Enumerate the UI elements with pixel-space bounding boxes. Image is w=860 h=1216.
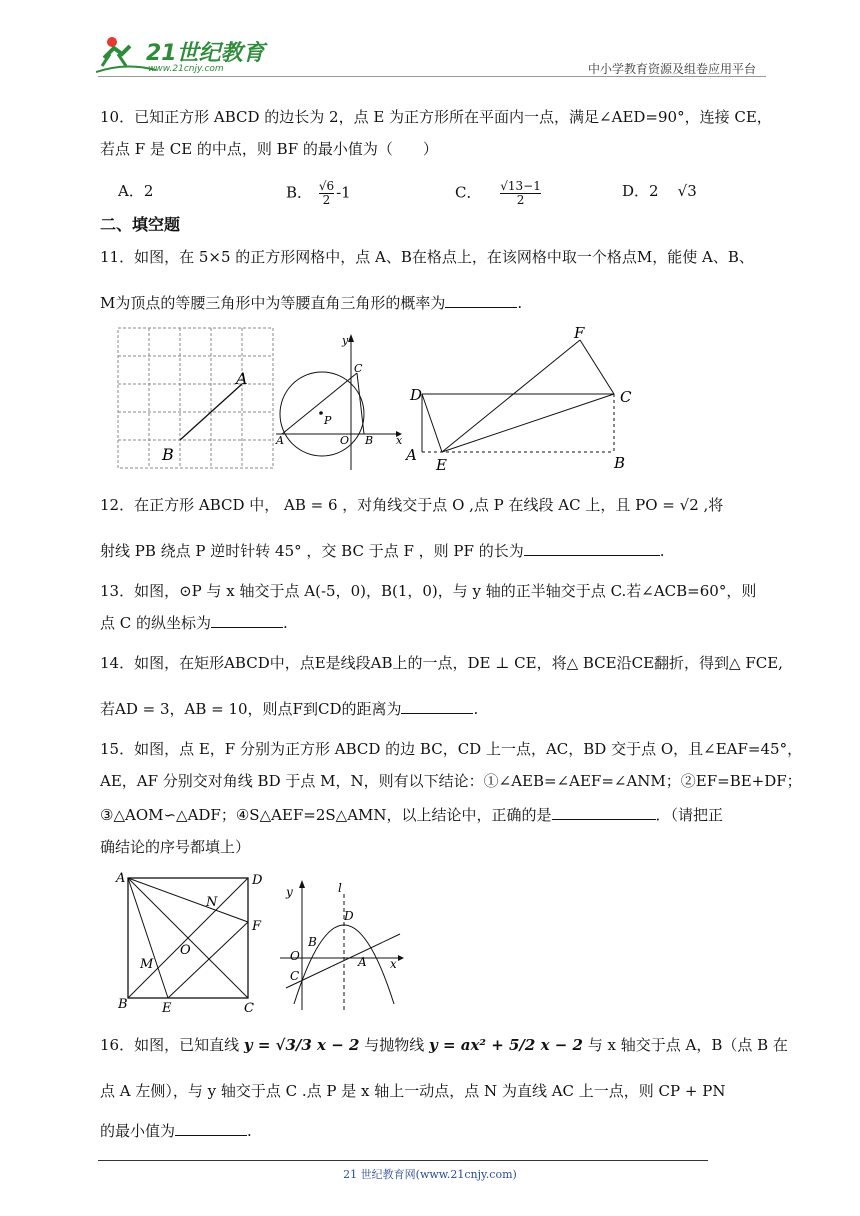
circle-label-o: O [340, 434, 350, 447]
q11-line2: M为顶点的等腰三角形中为等腰直角三角形的概率为 . [100, 294, 523, 312]
footer-divider [98, 1160, 708, 1161]
q16-line1: 16．如图，已知直线 y = √3/3 x − 2 与抛物线 y = ax² + 5/2 x − 2 与 x 轴交于点 A，B（点 B 在 [100, 1036, 788, 1054]
figure-grid [110, 320, 280, 470]
parabola-label-y: y [286, 885, 293, 899]
square-label-c: C [244, 1001, 254, 1016]
square-label-o: O [180, 943, 191, 958]
square-label-a: A [116, 871, 126, 886]
rect-label-b: B [614, 454, 626, 472]
square-label-n: N [206, 895, 218, 910]
rect-label-c: C [620, 388, 632, 406]
figure-square [112, 866, 268, 1016]
parabola-label-d: D [344, 909, 354, 923]
q15-line1: 15．如图，点 E，F 分别为正方形 ABCD 的边 BC，CD 上一点，AC，BD 交于点 O，且∠EAF=45°， [100, 740, 803, 758]
square-label-e: E [162, 1001, 172, 1016]
rect-label-f: F [574, 324, 585, 342]
figure-circle [272, 330, 408, 472]
q12-answer-blank[interactable] [524, 541, 660, 556]
logo-url: www.21cnjy.com [148, 64, 224, 74]
section-title: 二、填空题 [100, 215, 181, 234]
site-logo [96, 32, 266, 78]
q16-equation-line: y = √3/3 x − 2 [243, 1036, 360, 1054]
q15-line3: ③△AOM∽△ADF；④S△AEF=2S△AMN，以上结论中，正确的是 ．（请把正 [100, 806, 724, 824]
rect-label-d: D [410, 386, 423, 404]
footer-text: 21 世纪教育网(www.21cnjy.com) [343, 1168, 517, 1181]
q12-line1: 12．在正方形 ABCD 中， AB = 6 ，对角线交于点 O ,点 P 在线段 AC 上，且 PO = √2 ,将 [100, 496, 724, 514]
q10-option-a: A．2 [118, 182, 154, 200]
logo-text: 21世纪教育 [146, 41, 265, 66]
parabola-label-c: C [290, 969, 300, 983]
grid-label-b: B [162, 445, 174, 464]
q13-answer-blank[interactable] [211, 613, 283, 628]
figure-parabola [272, 876, 408, 1016]
circle-label-p: P [324, 414, 332, 427]
parabola-label-o: O [290, 949, 300, 963]
q10-line1: 10．已知正方形 ABCD 的边长为 2，点 E 为正方形所在平面内一点，满足∠AED=90°，连接 CE， [100, 108, 772, 126]
rect-label-a: A [406, 446, 417, 464]
q10-b-numerator: √6 [318, 179, 335, 193]
rect-label-e: E [436, 456, 447, 472]
grid-label-a: A [236, 369, 248, 388]
header-divider [98, 76, 766, 77]
q10-b-denominator: 2 [322, 193, 331, 207]
q15-line4: 确结论的序号都填上） [100, 838, 251, 856]
circle-label-x: x [396, 434, 403, 447]
q10-c-numerator: √13−1 [500, 179, 541, 193]
square-label-m: M [140, 957, 154, 972]
q10-line2: 若点 F 是 CE 的中点，则 BF 的最小值为（ ） [100, 140, 438, 158]
q10-option-d: D．2 √3 [622, 182, 697, 200]
q16-answer-blank[interactable] [175, 1121, 247, 1136]
parabola-label-b: B [308, 935, 317, 949]
parabola-label-x: x [390, 957, 397, 971]
q10-c-denominator: 2 [516, 193, 525, 207]
circle-label-b: B [365, 434, 374, 447]
figure-rectangle [402, 322, 642, 472]
q13-line1: 13．如图，⊙P 与 x 轴交于点 A(-5，0)，B(1，0)，与 y 轴的正半轴交于点 C.若∠ACB=60°，则 [100, 582, 757, 600]
parabola-label-a: A [358, 955, 367, 969]
square-label-f: F [252, 919, 262, 934]
square-label-d: D [252, 873, 263, 888]
q13-line2: 点 C 的纵坐标为 . [100, 614, 288, 632]
q11-line1: 11．如图，在 5×5 的正方形网格中，点 A、B在格点上，在该网格中取一个格点M，能使 A、B、 [100, 248, 754, 266]
circle-label-y: y [342, 334, 349, 347]
q10-option-b: B． $\frac{√6}{2}$ -1 [286, 179, 351, 207]
q14-line2: 若AD = 3，AB = 10，则点F到CD的距离为 . [100, 700, 479, 718]
q14-answer-blank[interactable] [401, 699, 473, 714]
q15-answer-blank[interactable] [552, 805, 656, 820]
circle-label-c: C [354, 362, 363, 375]
q12-line2: 射线 PB 绕点 P 逆时针转 45° ，交 BC 于点 F ，则 PF 的长为 . [100, 542, 665, 560]
q10-option-c: C． $\frac{√13-1}{2}$ [455, 179, 541, 207]
circle-label-a: A [276, 434, 284, 447]
square-label-b: B [118, 997, 128, 1012]
q11-answer-blank[interactable] [445, 293, 517, 308]
platform-name: 中小学教育资源及组卷应用平台 [587, 62, 756, 76]
parabola-label-l: l [338, 881, 342, 895]
q16-line3: 的最小值为 . [100, 1122, 252, 1140]
q16-line2: 点 A 左侧），与 y 轴交于点 C .点 P 是 x 轴上一动点，点 N 为直线 AC 上一点，则 CP + PN [100, 1082, 726, 1100]
q14-line1: 14．如图，在矩形ABCD中，点E是线段AB上的一点，DE ⊥ CE，将△ BCE沿CE翻折，得到△ FCE, [100, 654, 783, 672]
q16-equation-parabola: y = ax² + 5/2 x − 2 [429, 1036, 583, 1054]
q15-line2: AE，AF 分别交对角线 BD 于点 M，N，则有以下结论：①∠AEB=∠AEF=∠ANM；②EF=BE+DF； [100, 772, 802, 790]
